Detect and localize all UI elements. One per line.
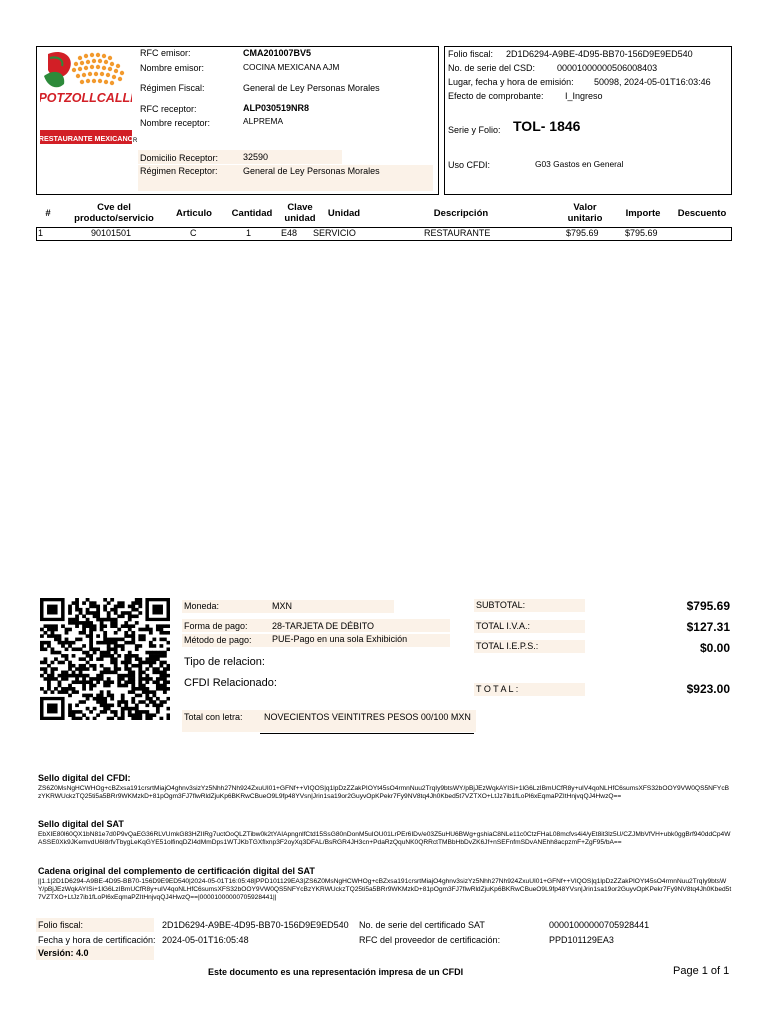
iva-label: TOTAL I.V.A.: <box>476 621 531 631</box>
row-cell-valor-unitario: $795.69 <box>566 228 599 238</box>
domicilio-receptor-label: Domicilio Receptor: <box>140 153 219 163</box>
serie-csd-label: No. de serie del CSD: <box>448 63 536 73</box>
row-cell-unidad: SERVICIO <box>313 228 356 238</box>
row-cell-clave-unidad: E48 <box>281 228 298 238</box>
cfdi-relacionado-label: CFDI Relacionado: <box>184 677 277 689</box>
sello-cfdi-value: ZS6Z0MsNgHCWHOg+cBZxsa191crsrtMiajO4ghnv3sizYz5Nhh27Nh924ZxuUI01+GFNf++VIQOS|q1lpDzZZakPIOYt45sO4rmnNuu2TrqIy9btsWY/pBjJEzWqkAYISi+1lG6LzIBmUCfR8y+uIV4qoNLHfC6sumsXFS32bOOY9VW0QS5NFYcBzYKRWUckzTQ25ti5a5BRr9WKMzkD+81pOgm3FJ7flwRldZjuKp6BKRwCBueO9L9fp48YVsn|Jrin1sa19or2GuyvOpKPekr7Fy9NV8tq4Jh0Kbed5t7VZTXO+LtJz7ib1fLoPl6xEqmaPZItHnjvqQJ4HwzQ== <box>38 785 730 800</box>
sello-cfdi-label: Sello digital del CFDI: <box>38 773 131 783</box>
col-header-cve: Cve del producto/servicio <box>74 202 154 224</box>
ieps-value: $0.00 <box>699 641 730 655</box>
row-cell-articulo: C <box>190 228 197 238</box>
subtotal-label: SUBTOTAL: <box>476 600 526 610</box>
moneda-value: MXN <box>272 601 292 611</box>
folio-fiscal-value: 2D1D6294-A9BE-4D95-BB70-156D9E9ED540 <box>506 49 693 59</box>
row-cell-cantidad: 1 <box>246 228 252 238</box>
col-header-articulo: Articulo <box>176 208 212 219</box>
lugar-fecha-label: Lugar, fecha y hora de emisión: <box>448 77 574 87</box>
total-letra-label: Total con letra: <box>184 712 243 722</box>
iva-value: $127.31 <box>686 620 730 634</box>
regimen-fiscal-label: Régimen Fiscal: <box>140 83 205 93</box>
rfc-proveedor-value: PPD101129EA3 <box>549 935 614 945</box>
lugar-fecha-value: 50098, 2024-05-01T16:03:46 <box>594 77 711 87</box>
nombre-receptor-value: ALPREMA <box>243 116 284 126</box>
total-letra-rule <box>260 733 474 734</box>
folio-fiscal-label: Folio fiscal: <box>448 49 494 59</box>
rfc-receptor-label: RFC receptor: <box>140 104 197 114</box>
row-cell-num: 1 <box>38 228 44 238</box>
metodo-pago-label: Método de pago: <box>184 635 252 645</box>
row-cell-importe: $795.69 <box>625 228 658 238</box>
serie-sat-value: 00001000000705928441 <box>549 920 650 930</box>
col-header-clave-unidad: Clave unidad <box>284 202 316 224</box>
forma-pago-value: 28-TARJETA DE DÉBITO <box>272 621 375 631</box>
forma-pago-label: Forma de pago: <box>184 621 248 631</box>
cadena-original-value: ||1.1|2D1D6294-A9BE-4D95-BB70-156D9E9ED540|2024-05-01T16:05:48|PPD101129EA3|ZS6Z0MsNgHCWHOg+cBZxsa191crsrtMiajO4ghnv3sizYz5Nhh27Nh924ZxuUI01+GFNf++VIQOS|q1lpDzZZakPIOYt45sO4rmnNuu2TrqIy9btsWY/pBjJEzWqkAYISi+1lG6LzIBmUCfR8y+uIV4qoNLHfC6sumsXFS32bOOY9VW0QS5NFYcBzYKRWUckzTQ25ti5a5BRr9WKMzkD+81pOgm3FJ7flwRldZjuKp6BKRwCBueO9L9fp48YVsn|Jrin1sa19or2GuyvOpKPekr7Fy9NV8tq4Jh0Kbed5t7VZTXO+LtJz7ib1fLoPl6xEqmaPZItHnjvqQJ4HwzQ==|00001000000705928441|| <box>38 878 732 901</box>
rfc-proveedor-label: RFC del proveedor de certificación: <box>359 935 501 945</box>
col-header-importe: Importe <box>625 208 661 219</box>
row-cell-descripcion: RESTAURANTE <box>424 228 491 238</box>
footer-note: Este documento es una representación impresa de un CFDI <box>208 967 464 977</box>
rfc-receptor-value: ALP030519NR8 <box>243 103 310 113</box>
logo-tagline-text: RESTAURANTE MEXICANO <box>40 134 132 143</box>
nombre-receptor-label: Nombre receptor: <box>140 118 211 128</box>
serie-folio-label: Serie y Folio: <box>448 125 501 135</box>
rfc-emisor-value: CMA201007BV5 <box>243 48 312 58</box>
col-header-descuento: Descuento <box>677 208 727 219</box>
col-header-num: # <box>45 208 51 219</box>
logo-graphic <box>40 50 132 146</box>
serie-sat-label: No. de serie del certificado SAT <box>359 920 485 930</box>
version-label: Versión: 4.0 <box>38 948 89 958</box>
moneda-label: Moneda: <box>184 601 220 611</box>
sello-sat-label: Sello digital del SAT <box>38 819 124 829</box>
metodo-pago-value: PUE-Pago en una sola Exhibición <box>272 634 408 644</box>
total-label: T O T A L : <box>476 684 519 694</box>
regimen-receptor-value: General de Ley Personas Morales <box>243 166 380 176</box>
cert-fecha-value: 2024-05-01T16:05:48 <box>162 935 249 945</box>
serie-csd-value: 00001000000506008403 <box>557 63 658 73</box>
col-header-descripcion: Descripción <box>433 208 489 219</box>
registered-mark: R <box>133 138 138 144</box>
col-header-valor-unitario: Valor unitario <box>567 202 603 224</box>
cert-folio-value: 2D1D6294-A9BE-4D95-BB70-156D9E9ED540 <box>162 920 349 930</box>
cert-fecha-label: Fecha y hora de certificación: <box>38 935 156 945</box>
row-cell-cve: 90101501 <box>91 228 132 238</box>
logo-brand-text: POTZOLLCALLI <box>40 91 132 105</box>
ieps-label: TOTAL I.E.P.S.: <box>476 641 539 651</box>
total-value: $923.00 <box>686 682 730 696</box>
serie-folio-value: TOL- 1846 <box>513 118 581 134</box>
subtotal-value: $795.69 <box>686 599 730 613</box>
page-number: Page 1 of 1 <box>673 965 730 977</box>
col-header-unidad: Unidad <box>327 208 361 219</box>
total-letra-value: NOVECIENTOS VEINTITRES PESOS 00/100 MXN <box>264 712 471 722</box>
efecto-value: I_Ingreso <box>565 91 603 101</box>
tipo-relacion-label: Tipo de relacion: <box>184 656 265 668</box>
regimen-receptor-label: Régimen Receptor: <box>140 166 218 176</box>
uso-cfdi-value: G03 Gastos en General <box>535 159 624 169</box>
nombre-emisor-label: Nombre emisor: <box>140 63 205 73</box>
domicilio-receptor-value: 32590 <box>243 152 269 162</box>
efecto-label: Efecto de comprobante: <box>448 91 544 101</box>
qr-code <box>40 598 170 720</box>
company-logo <box>40 50 132 146</box>
rfc-emisor-label: RFC emisor: <box>140 48 191 58</box>
col-header-cantidad: Cantidad <box>231 208 273 219</box>
sello-sat-value: EbXIE80l60QX1bN81e7d0P9vQaEG36RLVUmkG83HZIIRg7uctOoQLZTibw0k2tYAIApngnlfCtd15SsG80nDonM5uIOU01LrPEr6IDv/e03Z5uHU6BWg+gshiaC8NLe11c0CtzFHaL08mcfvs4i4/yEt8it3lz5U/CZJMbVfVH+ubk0ggBrf940ddCp4WASSE0Xk9JKemvdU6I8rfvTbygLeKqGYE51olfinqDZI4dMmDps1WTJKbTGXflxnp3F2oyXq3DFAL/BsRGR4JH3cn+PdaRzQquNK0QRRctTMBbHbDvZK6Jf+nSEFnfmSDvANEhh8acpzmF+ZgF95/bA== <box>38 831 731 846</box>
uso-cfdi-label: Uso CFDI: <box>448 160 491 170</box>
cert-folio-label: Folio fiscal: <box>38 920 84 930</box>
nombre-emisor-value: COCINA MEXICANA AJM <box>243 62 340 72</box>
cadena-original-label: Cadena original del complemento de certificación digital del SAT <box>38 866 315 876</box>
regimen-fiscal-value: General de Ley Personas Morales <box>243 83 380 93</box>
